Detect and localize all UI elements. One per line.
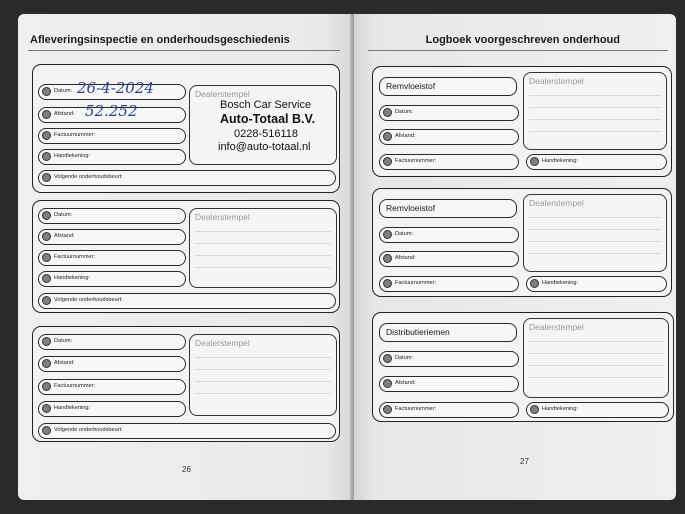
stamp-ruling xyxy=(529,217,661,218)
afstand-field[interactable] xyxy=(379,251,519,267)
factuurnummer-field[interactable] xyxy=(38,250,186,266)
volgende-onderhoudsbeurt-field[interactable] xyxy=(38,293,336,309)
checkbox-circle-icon xyxy=(42,382,51,391)
dealer-line-4: info@auto-totaal.nl xyxy=(218,141,311,153)
handtekening-label: Handtekening: xyxy=(54,405,91,411)
stamp-ruling xyxy=(195,231,331,232)
datum-label: Datum: xyxy=(54,338,73,344)
dealer-stamp-box xyxy=(523,72,667,150)
checkbox-circle-icon xyxy=(383,254,392,263)
afstand-field[interactable] xyxy=(38,229,186,245)
datum-label: Datum: xyxy=(395,231,414,237)
checkbox-circle-icon xyxy=(42,359,51,368)
checkbox-circle-icon xyxy=(42,131,51,140)
dealer-stamp-box xyxy=(189,208,337,288)
stamp-ruling xyxy=(529,119,661,120)
handtekening-field[interactable] xyxy=(38,149,186,165)
datum-field[interactable] xyxy=(38,334,186,350)
dealerstempel-label: Dealerstempel xyxy=(529,198,584,208)
stamp-ruling xyxy=(529,107,661,108)
dealerstempel-label: Dealerstempel xyxy=(529,76,584,86)
factuurnummer-field[interactable] xyxy=(379,154,519,170)
afstand-label: Afstand: xyxy=(54,111,75,117)
handtekening-field[interactable] xyxy=(526,154,667,170)
stamp-ruling xyxy=(529,131,661,132)
checkbox-circle-icon xyxy=(42,110,51,119)
datum-label: Datum: xyxy=(54,88,73,94)
stamp-ruling xyxy=(529,377,663,378)
checkbox-circle-icon xyxy=(42,337,51,346)
checkbox-circle-icon xyxy=(42,232,51,241)
stamp-ruling xyxy=(529,253,661,254)
heading-field-distributieriemen xyxy=(379,323,517,342)
checkbox-circle-icon xyxy=(383,279,392,288)
handtekening-label: Handtekening: xyxy=(54,153,91,159)
maintenance-block-1 xyxy=(372,66,672,177)
dealer-stamp-box xyxy=(189,334,337,416)
volgende-label: Volgende onderhoudsbeurt: xyxy=(54,297,123,303)
heading-label: Remvloeistof xyxy=(386,81,436,91)
stamp-ruling xyxy=(529,341,663,342)
stamp-ruling xyxy=(529,229,661,230)
datum-field[interactable] xyxy=(38,79,186,100)
stamp-ruling xyxy=(195,369,331,370)
factuurnummer-label: Factuurnummer: xyxy=(395,158,437,164)
stamp-ruling xyxy=(195,243,331,244)
checkbox-circle-icon xyxy=(383,108,392,117)
checkbox-circle-icon xyxy=(530,405,539,414)
stamp-ruling xyxy=(529,353,663,354)
service-block-3 xyxy=(32,326,340,442)
stamp-ruling xyxy=(195,393,331,394)
stamp-ruling xyxy=(195,357,331,358)
dealerstempel-label: Dealerstempel xyxy=(195,338,250,348)
checkbox-circle-icon xyxy=(383,354,392,363)
right-page-title: Logboek voorgeschreven onderhoud xyxy=(425,34,620,46)
factuurnummer-label: Factuurnummer: xyxy=(395,406,437,412)
checkbox-circle-icon xyxy=(42,211,51,220)
volgende-label: Volgende onderhoudsbeurt: xyxy=(54,427,123,433)
checkbox-circle-icon xyxy=(383,132,392,141)
volgende-onderhoudsbeurt-field[interactable] xyxy=(38,423,336,439)
service-block-1 xyxy=(32,64,340,193)
dealer-line-1: Bosch Car Service xyxy=(220,99,312,111)
dealerstempel-label: Dealerstempel xyxy=(195,89,250,99)
afstand-field[interactable] xyxy=(38,356,186,372)
maintenance-block-3 xyxy=(372,312,674,422)
datum-label: Datum: xyxy=(395,355,414,361)
factuurnummer-field[interactable] xyxy=(379,402,519,418)
datum-field[interactable] xyxy=(379,227,519,243)
checkbox-circle-icon xyxy=(42,426,51,435)
checkbox-circle-icon xyxy=(42,404,51,413)
checkbox-circle-icon xyxy=(530,157,539,166)
afstand-field[interactable] xyxy=(38,102,186,123)
dealer-line-3: 0228-516118 xyxy=(234,128,299,140)
handtekening-field[interactable] xyxy=(526,276,667,292)
factuurnummer-field[interactable] xyxy=(379,276,519,292)
factuurnummer-field[interactable] xyxy=(38,379,186,395)
datum-field[interactable] xyxy=(379,105,519,121)
factuurnummer-field[interactable] xyxy=(38,128,186,144)
stamp-ruling xyxy=(529,241,661,242)
handtekening-field[interactable] xyxy=(526,402,669,418)
factuurnummer-label: Factuurnummer: xyxy=(395,280,437,286)
stamp-ruling xyxy=(195,255,331,256)
checkbox-circle-icon xyxy=(42,87,51,96)
heading-label: Distributieriemen xyxy=(386,327,450,337)
checkbox-circle-icon xyxy=(383,157,392,166)
volgende-label: Volgende onderhoudsbeurt: xyxy=(54,174,123,180)
handtekening-label: Handtekening: xyxy=(54,275,91,281)
dealer-stamp-box xyxy=(523,318,669,398)
handtekening-field[interactable] xyxy=(38,401,186,417)
dealer-stamp-box xyxy=(189,85,337,165)
dealerstempel-label: Dealerstempel xyxy=(529,322,584,332)
page-number-left: 26 xyxy=(182,465,191,474)
checkbox-circle-icon xyxy=(42,173,51,182)
afstand-label: Afstand: xyxy=(395,380,416,386)
volgende-onderhoudsbeurt-field[interactable] xyxy=(38,170,336,186)
afstand-label: Afstand: xyxy=(395,133,416,139)
heading-field-remvloeistof xyxy=(379,77,517,96)
dealer-line-2: Auto-Totaal B.V. xyxy=(220,112,316,126)
checkbox-circle-icon xyxy=(383,405,392,414)
checkbox-circle-icon xyxy=(42,152,51,161)
handtekening-field[interactable] xyxy=(38,271,186,287)
title-divider xyxy=(28,50,340,51)
factuurnummer-label: Factuurnummer: xyxy=(54,254,96,260)
afstand-value: 52.252 xyxy=(85,102,138,120)
service-block-2 xyxy=(32,200,340,313)
handtekening-label: Handtekening: xyxy=(542,406,579,412)
checkbox-circle-icon xyxy=(383,230,392,239)
page-number-right: 27 xyxy=(520,457,529,466)
left-page-title: Afleveringsinspectie en onderhoudsgeschiedenis xyxy=(30,34,290,46)
stamp-ruling xyxy=(529,95,661,96)
heading-label: Remvloeistof xyxy=(386,203,436,213)
stamp-ruling xyxy=(529,365,663,366)
stamp-ruling xyxy=(195,267,331,268)
datum-label: Datum: xyxy=(54,212,73,218)
datum-label: Datum: xyxy=(395,109,414,115)
dealerstempel-label: Dealerstempel xyxy=(195,212,250,222)
left-page xyxy=(18,14,352,500)
stamp-ruling xyxy=(195,381,331,382)
afstand-label: Afstand: xyxy=(54,233,75,239)
checkbox-circle-icon xyxy=(383,379,392,388)
dealer-stamp-box xyxy=(523,194,667,272)
factuurnummer-label: Factuurnummer: xyxy=(54,383,96,389)
maintenance-block-2 xyxy=(372,188,672,297)
checkbox-circle-icon xyxy=(42,253,51,262)
afstand-label: Afstand: xyxy=(54,360,75,366)
checkbox-circle-icon xyxy=(530,279,539,288)
checkbox-circle-icon xyxy=(42,296,51,305)
right-page xyxy=(354,14,676,500)
handtekening-label: Handtekening: xyxy=(542,280,579,286)
handtekening-label: Handtekening: xyxy=(542,158,579,164)
datum-field[interactable] xyxy=(38,208,186,224)
afstand-field[interactable] xyxy=(379,376,519,392)
afstand-field[interactable] xyxy=(379,129,519,145)
heading-field-remvloeistof xyxy=(379,199,517,218)
factuurnummer-label: Factuurnummer: xyxy=(54,132,96,138)
datum-field[interactable] xyxy=(379,351,519,367)
datum-value: 26-4-2024 xyxy=(77,79,154,97)
title-divider xyxy=(368,50,668,51)
checkbox-circle-icon xyxy=(42,274,51,283)
afstand-label: Afstand: xyxy=(395,255,416,261)
